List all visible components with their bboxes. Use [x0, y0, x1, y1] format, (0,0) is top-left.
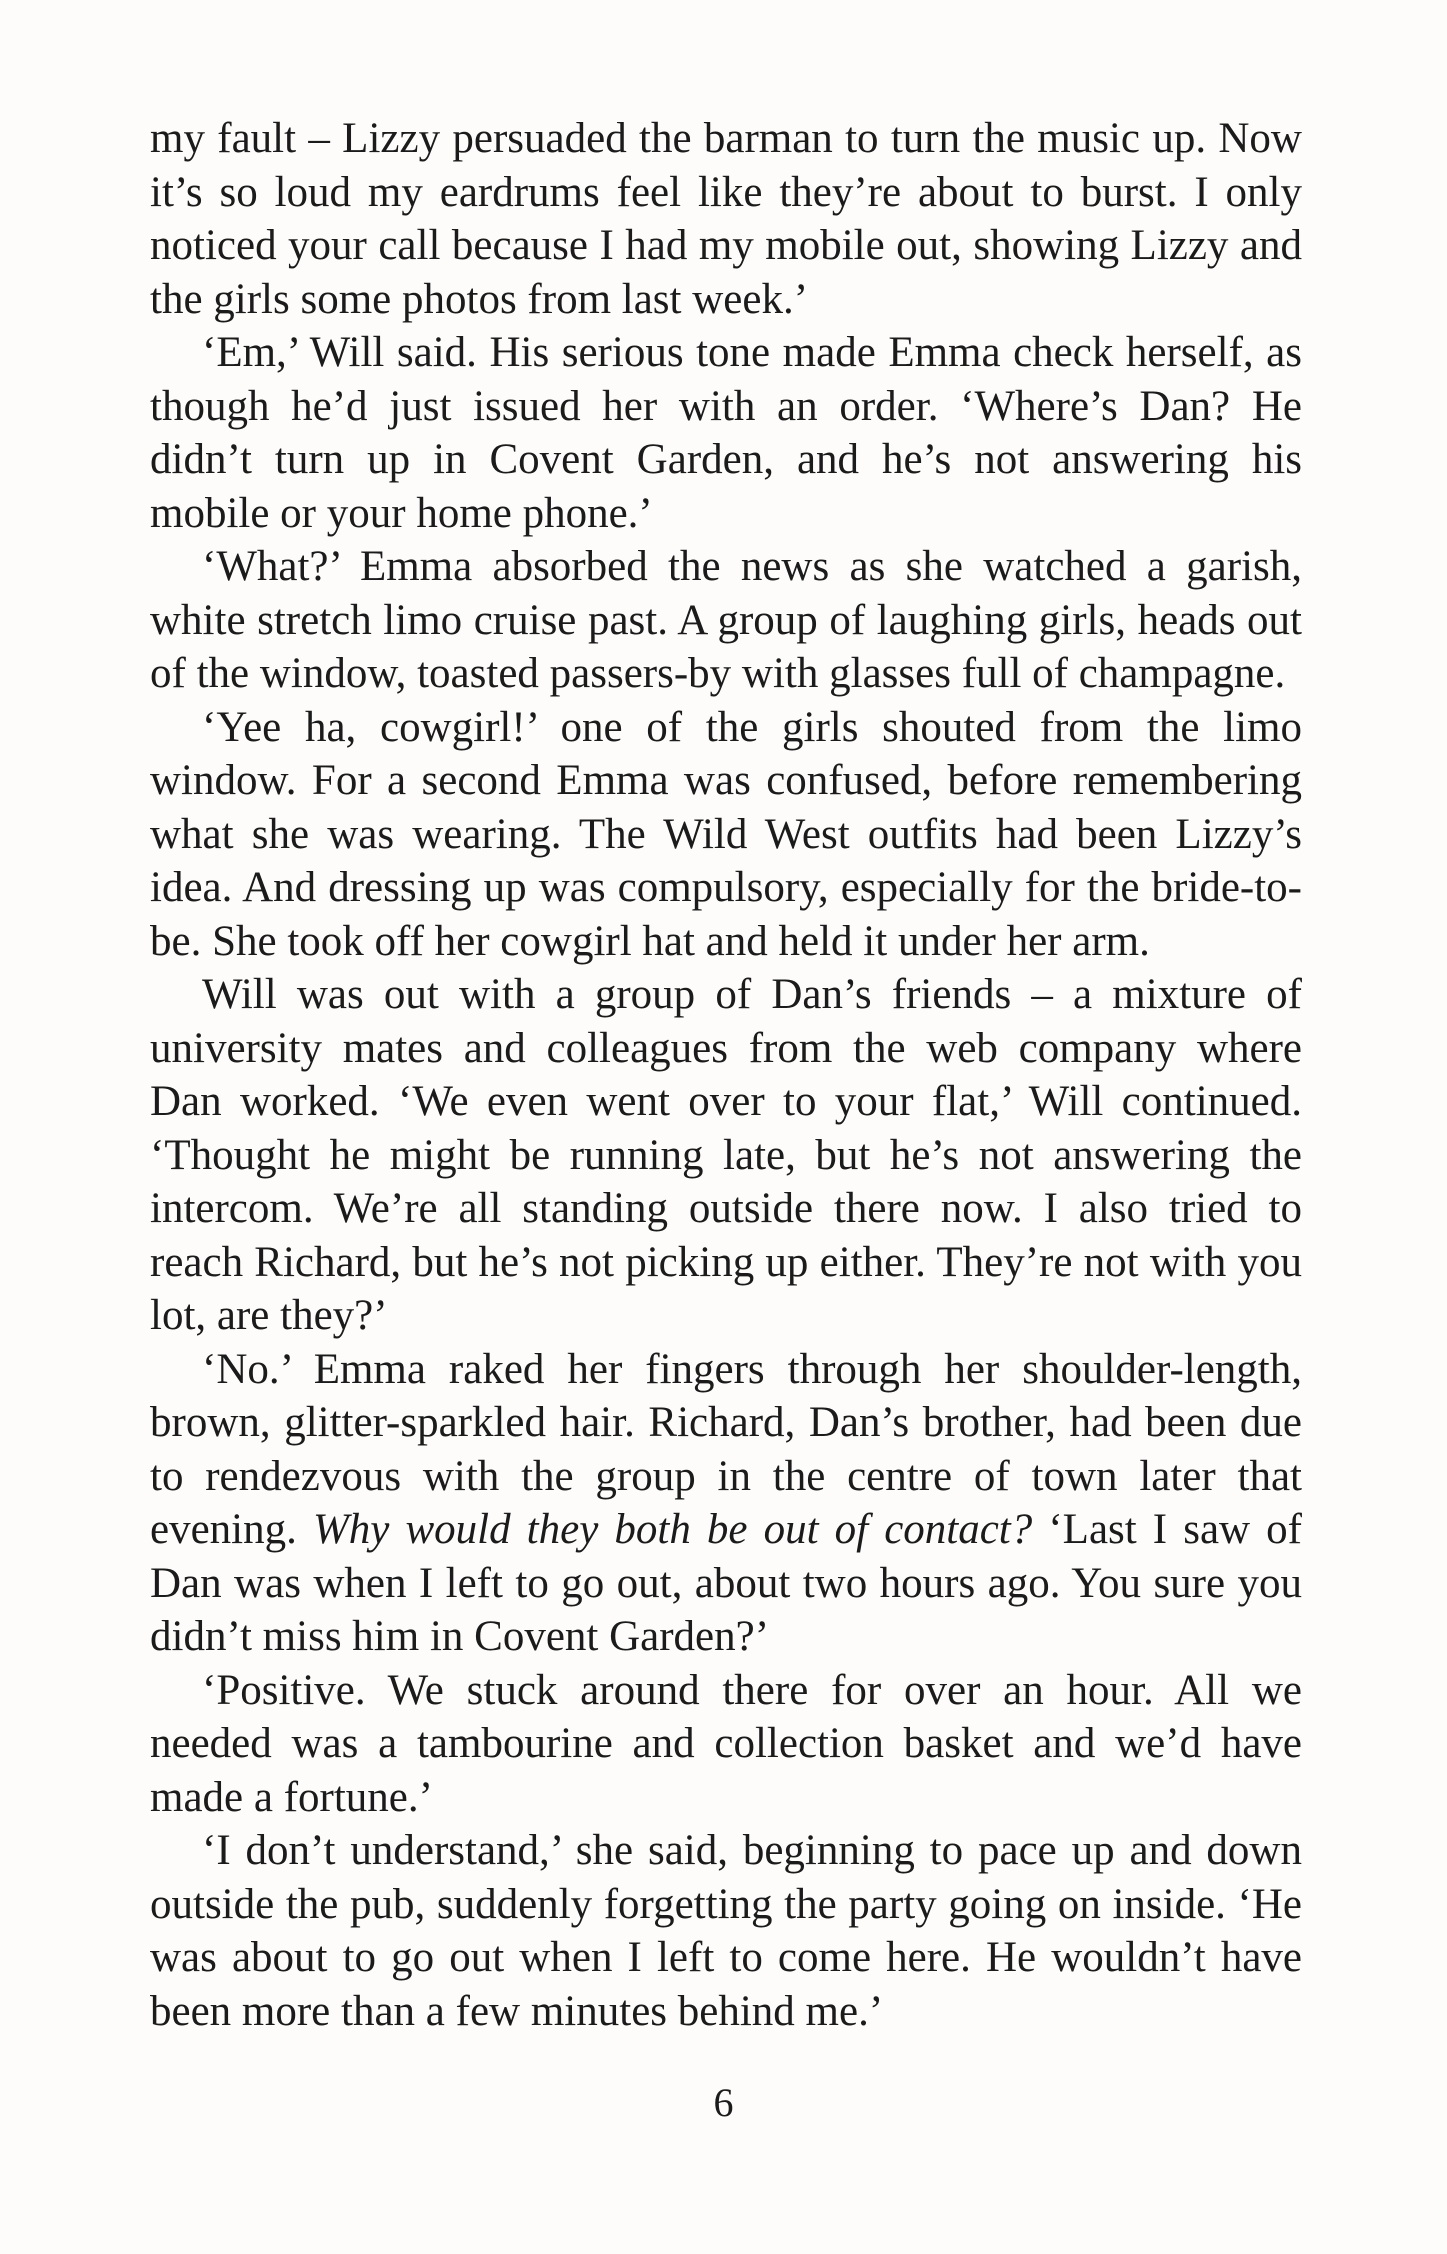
paragraph-text: ‘No.’ Emma raked her fingers through her shoulder-length, brown, glitter-sparkled hair. Richard, Dan’s brother, had been due to rendezvous with the group in the centre of town later that evening.: [150, 1345, 1302, 1553]
page-number: 6: [713, 2080, 734, 2125]
book-page-body: [150, 112, 1302, 2038]
paragraph: ‘Positive. We stuck around there for over an hour. All we needed was a tambourine and collection basket and we’d have made a fortune.’: [150, 1666, 1302, 1821]
paragraph: ‘Em,’ Will said. His serious tone made Emma check herself, as though he’d just issued her with an order. ‘Where’s Dan? He didn’t turn up in Covent Garden, and he’s not answering his mobile or your home phone.’: [150, 329, 1302, 537]
paragraph: [150, 1343, 1302, 1664]
paragraph: ‘I don’t understand,’ she said, beginning to pace up and down outside the pub, suddenly forgetting the party going on inside. ‘He was about to go out when I left to come here. He wouldn’t have been more than a few minutes behind me.’: [150, 1827, 1302, 2035]
paragraph: ‘What?’ Emma absorbed the news as she watched a garish, white stretch limo cruise past. A group of laughing girls, heads out of the window, toasted passers-by with glasses full of champagne.: [150, 543, 1302, 697]
italic-thought: Why would they both be out of contact?: [312, 1506, 1033, 1553]
paragraph: Will was out with a group of Dan’s friends – a mixture of university mates and colleagues from the web company where Dan worked. ‘We even went over to your flat,’ Will continued. ‘Thought he might be running late, but he’s not answering the intercom. We’re all standing outside there now. I also tried to reach Richard, but he’s not picking up either. They’re not with you lot, are they?’: [150, 971, 1302, 1339]
paragraph: my fault – Lizzy persuaded the barman to turn the music up. Now it’s so loud my eardrums feel like they’re about to burst. I only noticed your call because I had my mobile out, showing Lizzy and the girls some photos from last week.’: [150, 115, 1302, 323]
paragraph: ‘Yee ha, cowgirl!’ one of the girls shouted from the limo window. For a second Emma was confused, before remembering what she was wearing. The Wild West outfits had been Lizzy’s idea. And dressing up was compulsory, especially for the bride-to-be. She took off her cowgirl hat and held it under her arm.: [150, 703, 1302, 965]
paragraph-text: ‘Last I saw of Dan was when I left to go out, about two hours ago. You sure you didn’t miss him in Covent Garden?’: [150, 1506, 1302, 1660]
